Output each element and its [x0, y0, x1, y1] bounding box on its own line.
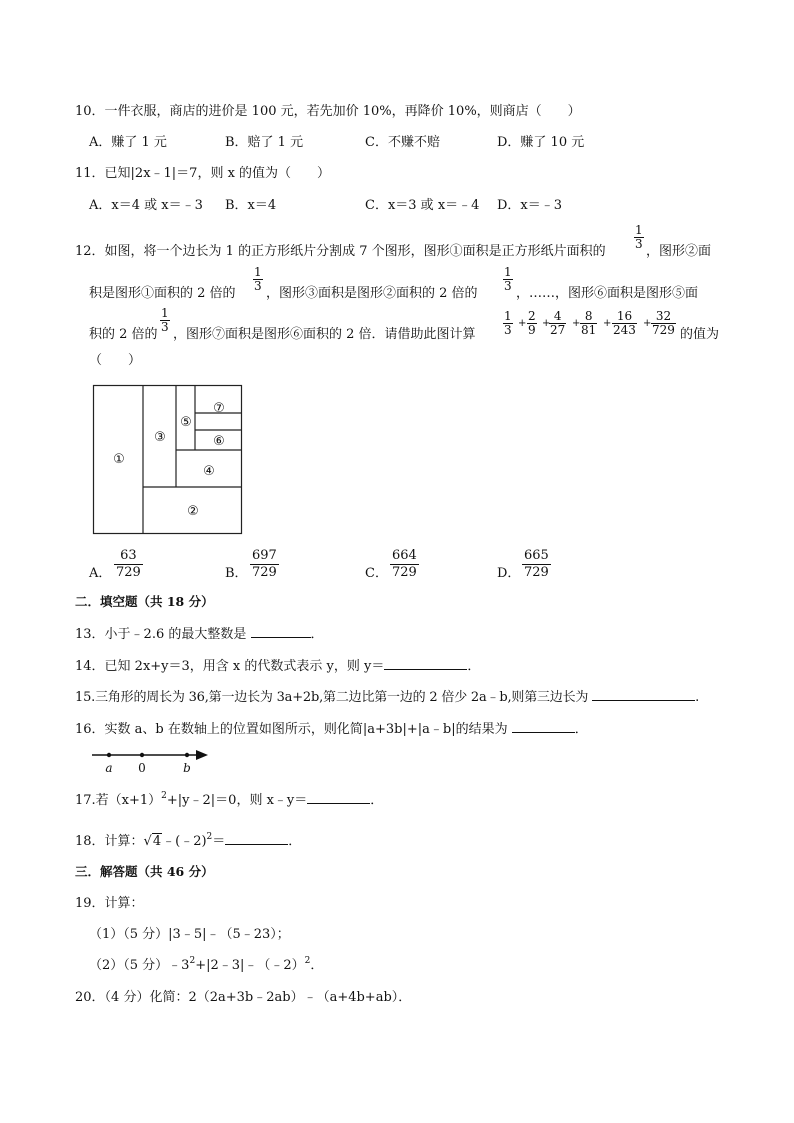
- section-3-title: 三．解答题（共 46 分）: [75, 864, 214, 879]
- q15-answer-blank[interactable]: [592, 688, 695, 701]
- q12-line2-c: ，……，图形⑥面积是图形⑤面: [516, 286, 699, 301]
- sum-term-1: $\frac{1}{3}$: [504, 309, 512, 337]
- q19-p2-exponent-2: 2: [304, 956, 311, 966]
- sum-term-3: $\frac{4}{27}$: [550, 309, 566, 337]
- sqrt-radicand: 4: [152, 834, 162, 849]
- q17-end: ．: [370, 793, 384, 808]
- q12-line3-a: 积的 2 倍的: [89, 327, 158, 342]
- q20: 20．（4 分）化简：2（2a+3b﹣2ab）﹣（a+4b+ab）．: [75, 990, 412, 1005]
- q11-option-b: B．x＝4: [225, 198, 277, 213]
- number-line-figure: [88, 746, 212, 778]
- square-partition-figure: [92, 384, 244, 536]
- q17-exponent: 2: [161, 791, 167, 801]
- q17: [75, 791, 383, 809]
- q16-end: ．: [574, 722, 588, 737]
- q13-text: 13．小于﹣2.6 的最大整数是: [75, 627, 247, 642]
- q12-line1: 12．如图，将一个边长为 1 的正方形纸片分割成 7 个图形，图形①面积是正方形纸片面积的: [75, 244, 606, 259]
- q19-p2-pre: （2）（5 分）﹣3: [89, 958, 190, 973]
- q17-answer-blank[interactable]: [307, 791, 370, 804]
- q18-answer-blank[interactable]: [225, 832, 288, 845]
- q18-post: ＝: [212, 834, 226, 849]
- q19-stem: 19．计算：: [75, 896, 144, 911]
- sqrt-symbol: √4: [143, 834, 162, 849]
- q12-option-a-letter: A．: [89, 566, 112, 581]
- q10-option-c: C．不赚不赔: [365, 135, 440, 150]
- q19-part-1: （1）（5 分）|3﹣5|﹣（5﹣23）；: [89, 927, 290, 942]
- q18-mid: ﹣(﹣2): [162, 834, 207, 849]
- plus-sign: +: [603, 318, 612, 329]
- plus-sign: +: [518, 318, 527, 329]
- region-label-1: ①: [113, 452, 125, 467]
- q13: [75, 625, 324, 643]
- q11-option-d: D．x＝﹣3: [497, 198, 563, 213]
- q11-option-c: C．x＝3 或 x＝﹣4: [365, 198, 480, 213]
- q14-answer-blank[interactable]: [384, 657, 467, 670]
- point-b-label: b: [183, 761, 191, 775]
- q12-option-c-fraction: 664 729: [392, 548, 417, 580]
- q16: [75, 720, 588, 738]
- q10-option-d: D．赚了 10 元: [497, 135, 585, 150]
- q13-answer-blank[interactable]: [251, 625, 311, 638]
- plus-sign: +: [643, 318, 652, 329]
- region-label-5: ⑤: [180, 415, 192, 430]
- region-label-4: ④: [203, 464, 215, 479]
- q18: [75, 832, 301, 850]
- q11-option-a: A．x＝4 或 x＝﹣3: [89, 198, 203, 213]
- q12-option-b-fraction: 697 729: [252, 548, 277, 580]
- q12-option-b-letter: B．: [225, 566, 248, 581]
- q12-option-a-fraction: 63 729: [116, 548, 141, 580]
- q18-end: ．: [288, 834, 302, 849]
- q19-p2-mid: +|2﹣3|﹣（﹣2）: [195, 958, 305, 973]
- q12-option-d-letter: D．: [497, 566, 521, 581]
- point-b-dot: [185, 753, 189, 757]
- q14-end: ．: [467, 659, 481, 674]
- point-a-label: a: [105, 761, 113, 775]
- q10-stem: 10．一件衣服，商店的进价是 100 元，若先加价 10%，再降价 10%，则商店（ ）: [75, 104, 581, 119]
- region-label-6: ⑥: [213, 434, 225, 449]
- q14-text: 14．已知 2x+y＝3，用含 x 的代数式表示 y，则 y＝: [75, 659, 385, 674]
- q10-option-a: A．赚了 1 元: [89, 135, 167, 150]
- section-2-title: 二．填空题（共 18 分）: [75, 594, 214, 609]
- q15-end: .: [695, 690, 700, 705]
- q14: [75, 657, 480, 675]
- q18-exponent: 2: [206, 832, 213, 842]
- q12-option-c-letter: C．: [365, 566, 388, 581]
- q15-text: 15.三角形的周长为 36,第一边长为 3a+2b,第二边比第一边的 2 倍少 2a﹣b,则第三边长为: [75, 690, 589, 705]
- q12-line2-b: ，图形③面积是图形②面积的 2 倍的: [266, 286, 478, 301]
- point-a-dot: [107, 753, 111, 757]
- q12-line2-a: 积是图形①面积的 2 倍的: [89, 286, 236, 301]
- q12-option-d-fraction: 665 729: [524, 548, 549, 580]
- q16-answer-blank[interactable]: [512, 720, 575, 733]
- region-label-3: ③: [154, 430, 166, 445]
- sum-term-5: $\frac{16}{243}$: [613, 309, 636, 337]
- q15: [75, 688, 699, 706]
- q19-p2-exponent: 2: [189, 956, 196, 966]
- q12-fraction-one-third-3: $\frac{1}{3}$: [504, 265, 512, 293]
- q19-p2-end: ．: [310, 958, 324, 973]
- sum-term-6: $\frac{32}{729}$: [652, 309, 675, 337]
- q12-answer-paren: （ ）: [89, 353, 142, 368]
- q12-fraction-one-third-1: $\frac{1}{3}$: [635, 223, 643, 251]
- sum-term-4: $\frac{8}{81}$: [581, 309, 597, 337]
- q11-stem: 11．已知|2x﹣1|＝7，则 x 的值为（ ）: [75, 166, 331, 181]
- point-0-label: 0: [138, 761, 146, 775]
- q19-part-2: [89, 958, 323, 974]
- q16-text: 16．实数 a、b 在数轴上的位置如图所示，则化简|a+3b|+|a﹣b|的结果为: [75, 722, 508, 737]
- q17-pre: 17.若（x+1）: [75, 793, 162, 808]
- q12-fraction-one-third-4: $\frac{1}{3}$: [161, 306, 169, 334]
- region-label-7: ⑦: [213, 401, 225, 416]
- q17-post: +|y﹣2|＝0，则 x﹣y＝: [166, 793, 308, 808]
- region-label-2: ②: [187, 504, 199, 519]
- q12-line3-b: ，图形⑦面积是图形⑥面积的 2 倍．请借助此图计算: [173, 327, 476, 342]
- q18-pre: 18．计算：: [75, 834, 144, 849]
- sum-term-2: $\frac{2}{9}$: [528, 309, 536, 337]
- q12-line3-c: 的值为: [680, 327, 720, 342]
- plus-sign: +: [542, 318, 551, 329]
- point-0-dot: [140, 753, 144, 757]
- plus-sign: +: [572, 318, 581, 329]
- q13-end: ．: [310, 627, 324, 642]
- q10-option-b: B．赔了 1 元: [225, 135, 304, 150]
- number-line-arrow: [196, 750, 208, 760]
- q12-fraction-one-third-2: $\frac{1}{3}$: [254, 265, 262, 293]
- q12-line1-end: ，图形②面: [646, 244, 712, 259]
